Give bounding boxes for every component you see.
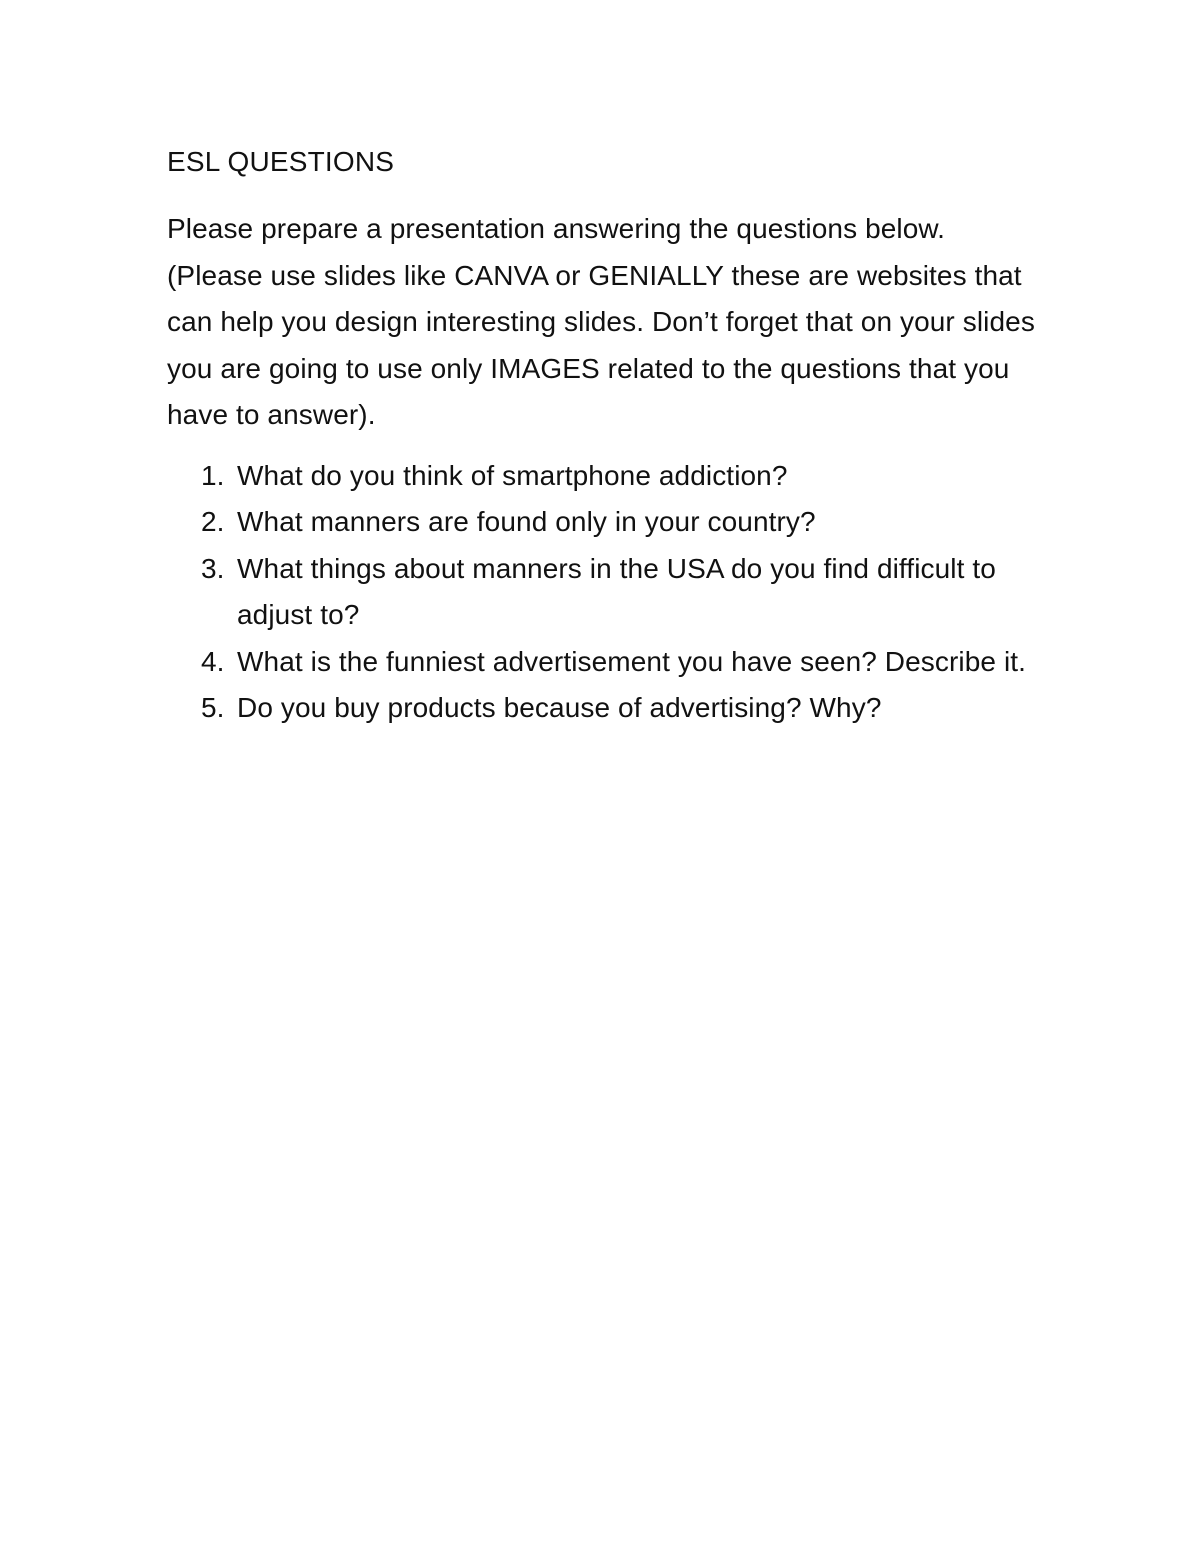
question-number: 2.	[201, 506, 225, 537]
question-item	[167, 499, 1047, 546]
question-item	[167, 639, 1047, 686]
question-number: 1.	[201, 459, 225, 491]
document-title: ESL QUESTIONS	[167, 146, 395, 177]
question-text: What things about manners in the USA do you find difficult to adjust to?	[237, 552, 996, 630]
instructions-paragraph: Please prepare a presentation answering the questions below. (Please use slides like CANVA or GENIALLY these are websites that can help you design interesting slides. Don’t forget that on your slides you are going to use only IMAGES related to the questions that you have to answer).	[167, 213, 1035, 430]
question-list	[167, 453, 1047, 732]
question-text: What is the funniest advertisement you have seen? Describe it.	[237, 645, 1027, 677]
question-number: 5.	[201, 692, 225, 723]
question-item	[167, 685, 1047, 732]
question-number: 4.	[201, 645, 225, 677]
document-content	[167, 140, 1047, 732]
question-item	[167, 453, 1047, 500]
question-text: What manners are found only in your country?	[237, 506, 816, 537]
question-number: 3.	[201, 552, 225, 584]
question-item	[167, 546, 1047, 639]
question-text: What do you think of smartphone addiction?	[237, 459, 788, 491]
question-text: Do you buy products because of advertising? Why?	[237, 692, 882, 723]
